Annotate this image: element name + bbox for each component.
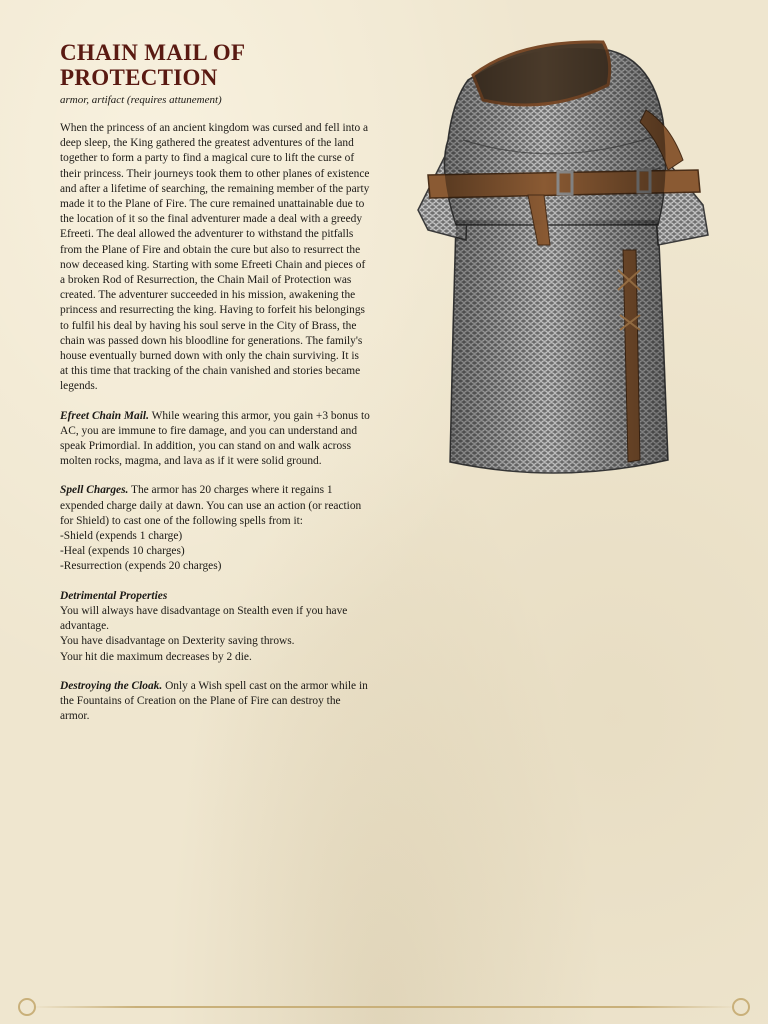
item-title-line2: PROTECTION (60, 65, 218, 90)
footer-ornament-right-icon (732, 998, 750, 1016)
destroying-lead: Destroying the Cloak. (60, 679, 163, 692)
spell-item: -Resurrection (expends 20 charges) (60, 560, 222, 573)
chain-mail-armor-icon (408, 30, 718, 490)
detrimental-line: You have disadvantage on Dexterity saving throws. (60, 635, 295, 648)
lore-paragraph: When the princess of an ancient kingdom was cursed and fell into a deep sleep, the King gathered the greatest adventures of the land together to form a party to find a magical cure to lift the curse of their princess. Their journeys took them to other planes of existence and after a lifetime of searching, the remaining member of the party made it to the Plane of Fire. The cure remained unattainable due to the location of it so the final adventurer made a deal with a greedy Efreeti. The deal allowed the adventurer to withstand the pitfalls from the Plane of Fire and obtain the cure but also to resurrect the now deceased king. Starting with some Efreeti Chain and pieces of a broken Rod of Resurrection, the Chain Mail of Protection was created. The adventurer succeeded in his mission, awakening the princess and resurrecting the king. Having to forfeit his belongings to fulfil his deal by having his soul serve in the City of Brass, the chain was passed down his bloodline for generations. The family's house eventually burned down with only the chain surviving. It is at this time that tracking of the chain vanished and stories became legends. (60, 122, 370, 393)
footer-ornament-left-icon (18, 998, 36, 1016)
destroying-paragraph (60, 679, 370, 725)
detrimental-lead: Detrimental Properties (60, 589, 168, 602)
spell-item: -Shield (expends 1 charge) (60, 530, 183, 543)
efreet-lead: Efreet Chain Mail. (60, 409, 149, 422)
charges-lead: Spell Charges. (60, 484, 129, 497)
detrimental-line: You will always have disadvantage on Stealth even if you have advantage. (60, 604, 348, 633)
efreet-text: While wearing this armor, you gain +3 bonus to AC, you are immune to fire damage, and you can understand and speak Primordial. In addition, you can stand on and walk across molten rocks, magma, and lava as if it were solid ground. (60, 409, 370, 468)
detrimental-paragraph (60, 589, 370, 665)
text-column (60, 40, 370, 738)
charges-text: The armor has 20 charges where it regains 1 expended charge daily at dawn. You can use an action (or reaction for Shield) to cast one of the following spells from it: (60, 484, 362, 527)
footer-divider (30, 1006, 738, 1008)
item-subtitle: armor, artifact (requires attunement) (60, 94, 222, 106)
spell-item: -Heal (expends 10 charges) (60, 545, 185, 558)
efreet-paragraph (60, 409, 370, 470)
charges-paragraph (60, 483, 370, 574)
item-title (60, 40, 370, 90)
item-title-line1: CHAIN MAIL OF (60, 40, 246, 65)
detrimental-line: Your hit die maximum decreases by 2 die. (60, 650, 252, 663)
destroying-text: Only a Wish spell cast on the armor while in the Fountains of Creation on the Plane of Fire can destroy the armor. (60, 679, 368, 723)
